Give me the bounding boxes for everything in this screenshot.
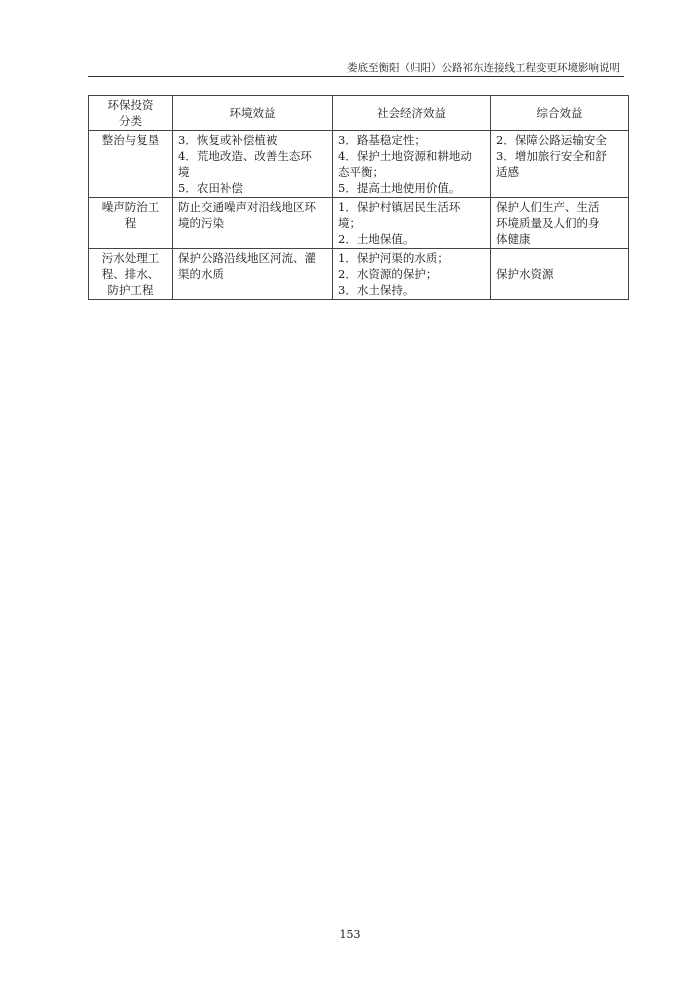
benefits-table	[88, 95, 629, 300]
cell-line: 5．提高土地使用价值。	[338, 181, 461, 195]
cell-line: 污水处理工	[101, 251, 160, 265]
running-header-title: 娄底至衡阳（归阳）公路祁东连接线工程变更环境影响说明	[347, 62, 620, 74]
page-number: 153	[339, 928, 361, 941]
cell-line: 3．路基稳定性；	[338, 133, 426, 147]
table-row	[89, 131, 629, 198]
header-socioeconomic	[333, 96, 491, 131]
cell-line: 保护人们生产、生活	[496, 200, 600, 214]
row-category	[89, 198, 173, 249]
row-comprehensive	[491, 249, 629, 300]
header-rule	[88, 76, 624, 77]
cell-line: 1．保护河渠的水质；	[338, 251, 449, 265]
cell-line: 保护水资源	[496, 267, 554, 281]
cell-line: 2．保障公路运输安全	[496, 133, 607, 147]
cell-line: 5．农田补偿	[178, 181, 243, 195]
cell-line: 噪声防治工	[101, 200, 160, 214]
cell-line: 防止交通噪声对沿线地区环	[178, 200, 316, 214]
cell-line: 4．荒地改造、改善生态环	[178, 149, 312, 163]
header-comprehensive-label: 综合效益	[536, 106, 583, 120]
cell-line: 适感	[496, 165, 519, 179]
cell-line: 境	[178, 165, 190, 179]
cell-line: 境；	[338, 216, 361, 230]
header-category-line-1: 环保投资	[107, 98, 154, 112]
cell-line: 1．保护村镇居民生活环	[338, 200, 461, 214]
row-socioeconomic	[333, 249, 491, 300]
table-row	[89, 249, 629, 300]
cell-line	[496, 250, 623, 266]
row-comprehensive	[491, 198, 629, 249]
cell-line: 3．水土保持。	[338, 283, 415, 297]
cell-line: 防护工程	[107, 283, 154, 297]
cell-line: 程	[124, 216, 137, 230]
header-comprehensive	[491, 96, 629, 131]
row-socioeconomic	[333, 198, 491, 249]
row-comprehensive	[491, 131, 629, 198]
table-row	[89, 198, 629, 249]
cell-line: 2．土地保值。	[338, 232, 415, 246]
header-socioeconomic-label: 社会经济效益	[377, 106, 446, 120]
header-category-line-2: 分类	[119, 114, 142, 128]
row-category	[89, 249, 173, 300]
header-category	[89, 96, 173, 131]
row-environmental	[173, 198, 333, 249]
row-socioeconomic	[333, 131, 491, 198]
cell-line: 渠的水质	[178, 267, 224, 281]
row-environmental	[173, 131, 333, 198]
cell-line: 体健康	[496, 232, 531, 246]
cell-line: 整治与复垦	[101, 133, 160, 147]
cell-line: 3．增加旅行安全和舒	[496, 149, 607, 163]
cell-line: 态平衡；	[338, 165, 384, 179]
cell-line: 4．保护土地资源和耕地动	[338, 149, 472, 163]
cell-line: 环境质量及人们的身	[496, 216, 600, 230]
cell-line: 程、排水、	[101, 267, 160, 281]
header-environmental	[173, 96, 333, 131]
row-category	[89, 131, 173, 198]
header-environmental-label: 环境效益	[229, 106, 276, 120]
table-header-row	[89, 96, 629, 131]
cell-line: 保护公路沿线地区河流、灌	[178, 251, 316, 265]
cell-line: 3．恢复或补偿植被	[178, 133, 278, 147]
row-environmental	[173, 249, 333, 300]
cell-line: 2．水资源的保护；	[338, 267, 438, 281]
cell-line: 境的污染	[178, 216, 224, 230]
